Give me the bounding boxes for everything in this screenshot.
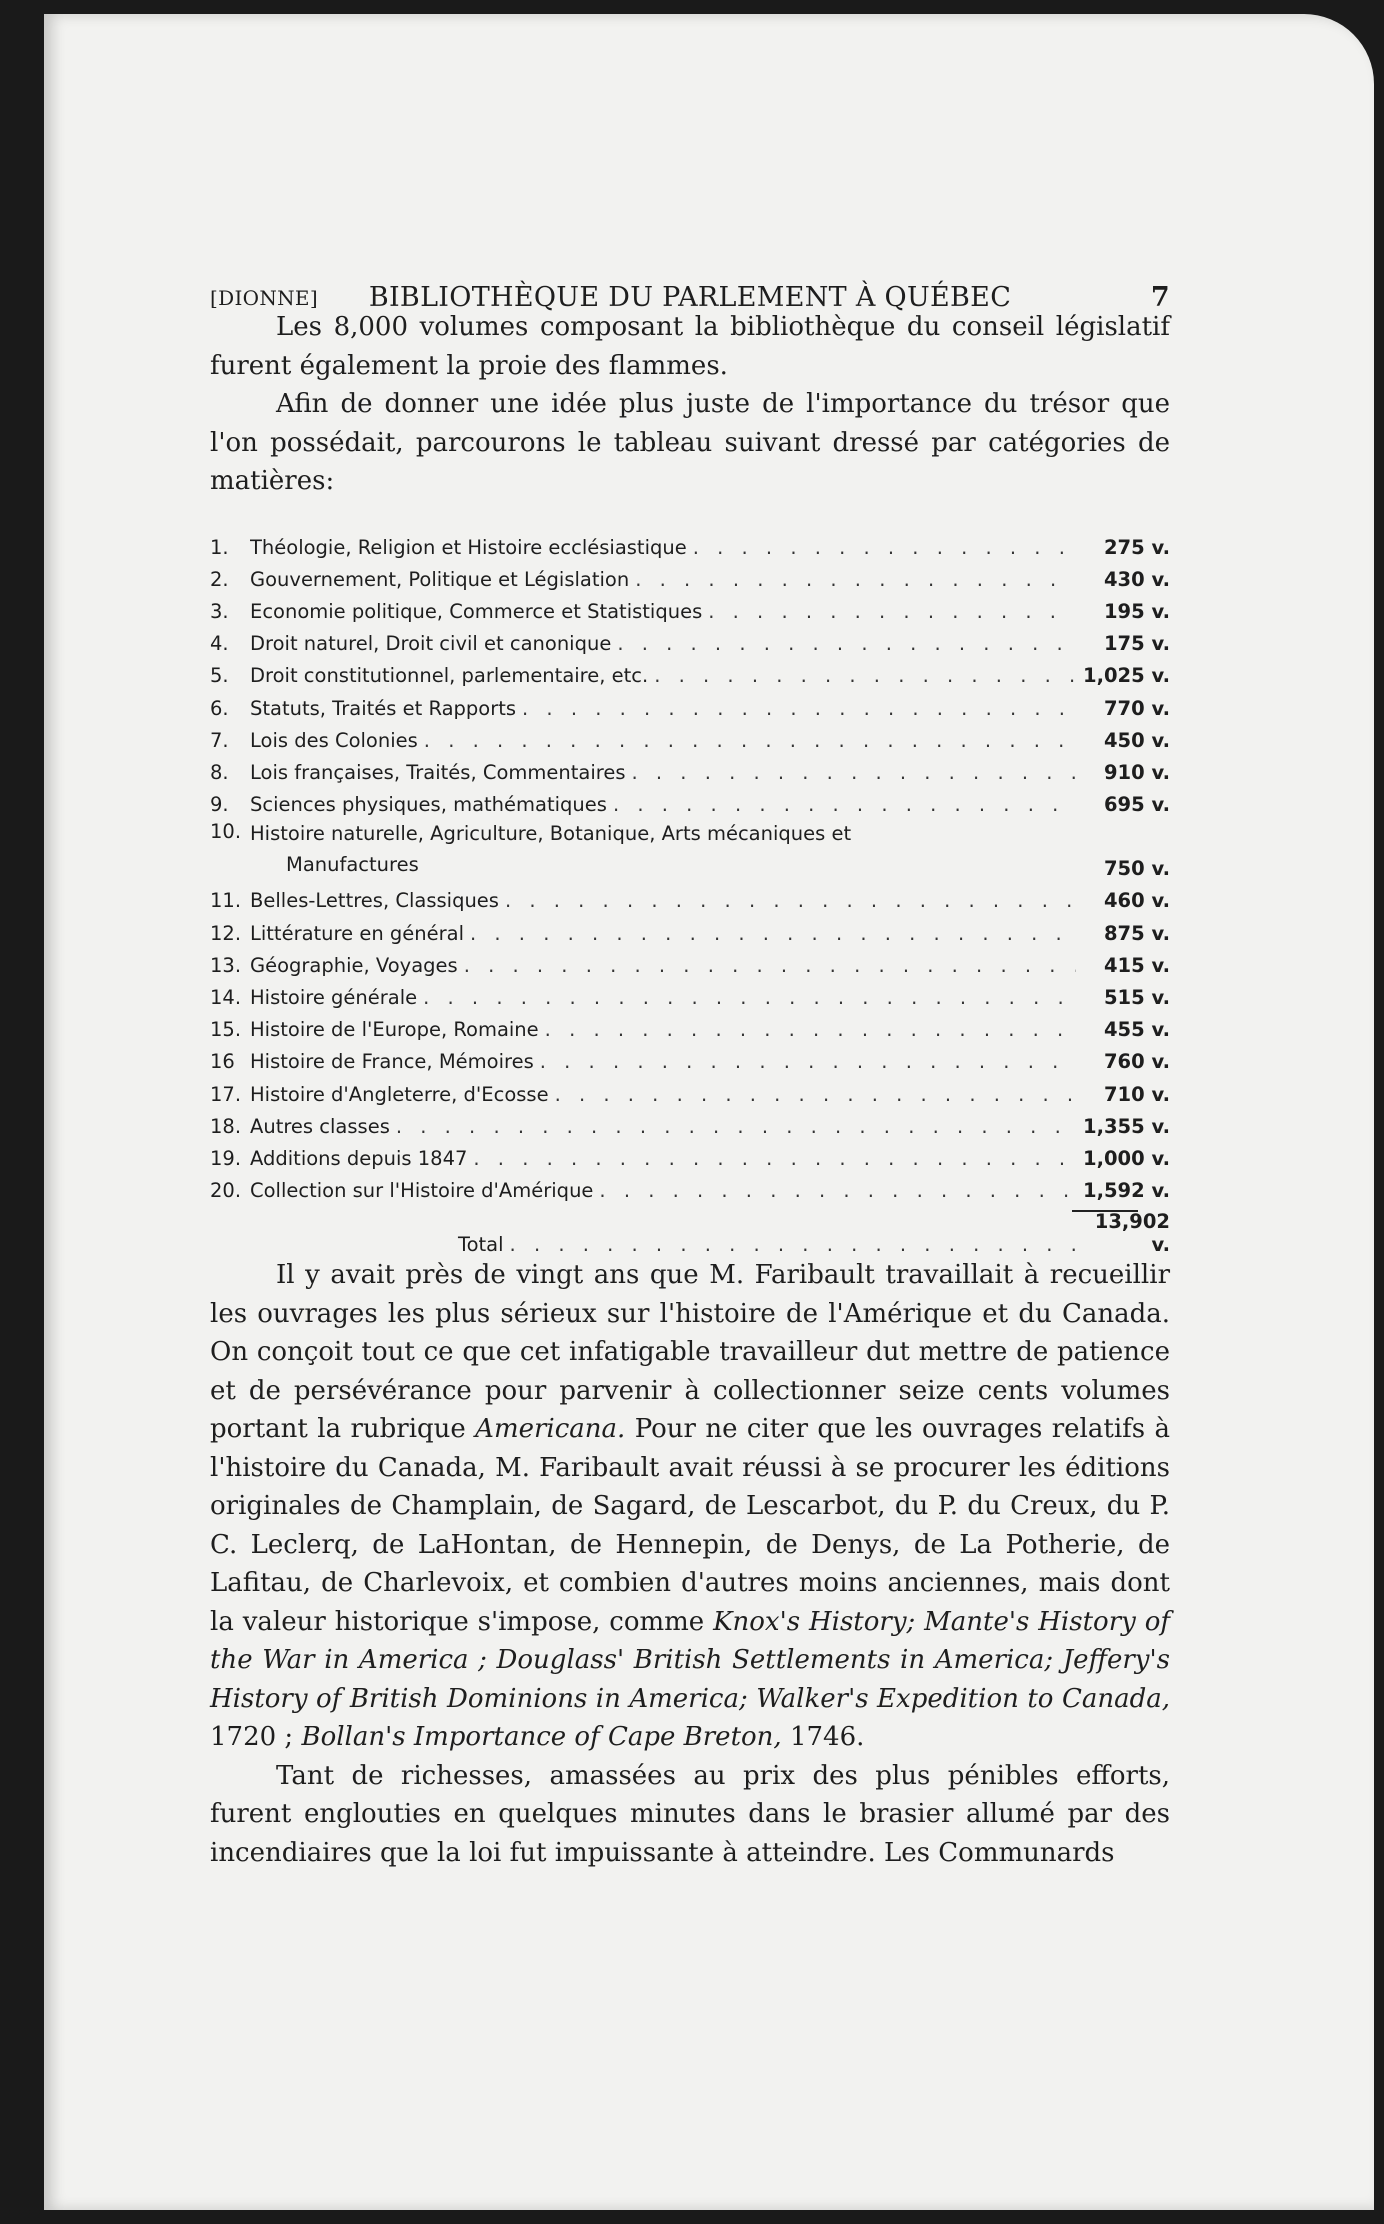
row-label: Gouvernement, Politique et Législation <box>250 567 630 591</box>
row-value: 515 v. <box>1103 985 1170 1009</box>
row-label: Droit constitutionnel, parlementaire, etc. <box>250 664 649 688</box>
book-titles-list: Knox's History; Mante's History of the War in America ; Douglass' British Settlements in America; Jeffery's History of British Dominions in America; Walker's Expedition to Canada, <box>210 1606 1170 1714</box>
row-value: 1,000 v. <box>1083 1146 1170 1170</box>
row-value: 460 v. <box>1103 889 1170 913</box>
row-label: Additions depuis 1847 <box>250 1146 468 1170</box>
row-number: 17. <box>210 1082 242 1106</box>
paragraph-3-text-c: 1720 ; <box>210 1722 302 1753</box>
row-number: 19. <box>210 1146 242 1170</box>
row-label: Lois des Colonies <box>250 728 418 752</box>
total-rule <box>210 1202 1170 1216</box>
row-value: 195 v. <box>1103 600 1170 624</box>
row-number: 2. <box>210 567 229 591</box>
total-row <box>210 1210 1170 1257</box>
americana-title: Americana. <box>475 1414 626 1445</box>
row-number: 15. <box>210 1018 242 1042</box>
row-number: 14. <box>210 985 242 1009</box>
paragraph-3 <box>210 1256 1170 1757</box>
running-head <box>210 268 1170 313</box>
row-value: 770 v. <box>1103 696 1170 720</box>
row-value: 275 v. <box>1103 535 1170 559</box>
paragraph-2: Afin de donner une idée plus juste de l'importance du trésor que l'on possédait, parcourons le tableau suivant dressé par catégories de matières: <box>210 389 1170 496</box>
row-label: Géographie, Voyages <box>250 953 458 977</box>
row-label: Sciences physiques, mathématiques <box>250 793 607 817</box>
row-label: Histoire de France, Mémoires <box>250 1050 534 1074</box>
paragraph-3-text-b: Pour ne citer que les ouvrages relatifs à l'histoire du Canada, M. Faribault avait réussi à se procurer les éditions originales de Champlain, de Sagard, de Lescarbot, du P. du Creux, du P. C. Leclerq, de LaHontan, de Hennepin, de Denys, de La Potherie, de Lafitau, de Charlevoix, et combien d'autres moins anciennes, mais dont la valeur historique s'impose, comme <box>210 1414 1170 1637</box>
row-label: Histoire de l'Europe, Romaine <box>250 1018 539 1042</box>
row-value: 455 v. <box>1103 1018 1170 1042</box>
row-number: 3. <box>210 600 229 624</box>
row-label-continued: Manufactures <box>286 853 419 877</box>
row-label: Histoire naturelle, Agriculture, Botanique, Arts mécaniques et <box>250 822 852 846</box>
row-number: 16 <box>210 1050 235 1074</box>
book-page <box>44 14 1374 2210</box>
page-content <box>210 268 1170 1872</box>
row-number: 1. <box>210 535 229 559</box>
header-title: BIBLIOTHÈQUE DU PARLEMENT À QUÉBEC <box>368 282 1012 313</box>
row-number: 13. <box>210 953 242 977</box>
bollan-title: Bollan's Importance of Cape Breton, <box>301 1722 782 1753</box>
row-number: 5. <box>210 664 229 688</box>
row-number: 11. <box>210 889 242 913</box>
row-number: 10. <box>210 820 242 844</box>
row-label: Histoire d'Angleterre, d'Ecosse <box>250 1082 549 1106</box>
row-value: 750 v. <box>1103 857 1170 881</box>
row-label: Droit naturel, Droit civil et canonique <box>250 632 612 656</box>
row-value: 175 v. <box>1103 632 1170 656</box>
row-label: Economie politique, Commerce et Statistiques <box>250 600 703 624</box>
row-value: 875 v. <box>1103 921 1170 945</box>
row-value: 1,025 v. <box>1083 664 1170 688</box>
row-value: 910 v. <box>1103 761 1170 784</box>
row-label: Autres classes <box>250 1114 390 1138</box>
row-label: Théologie, Religion et Histoire ecclésiastique <box>250 535 687 559</box>
row-label: Littérature en général <box>250 921 464 945</box>
header-author: [DIONNE] <box>210 286 318 310</box>
row-number: 4. <box>210 632 229 656</box>
row-label: Collection sur l'Histoire d'Amérique <box>250 1179 594 1203</box>
row-label: Statuts, Traités et Rapports <box>250 696 517 720</box>
row-value: 415 v. <box>1103 953 1170 977</box>
paragraph-3-text-d: 1746. <box>781 1722 865 1753</box>
row-value: 450 v. <box>1103 728 1170 752</box>
row-number: 8. <box>210 761 229 784</box>
row-value: 1,592 v. <box>1083 1179 1170 1203</box>
paragraph-1: Les 8,000 volumes composant la bibliothèque du conseil législatif furent également la proie des flammes. <box>210 312 1170 381</box>
paragraph-3-text-a: Il y avait près de vingt ans que M. Faribault travaillait à recueillir les ouvrages les plus sérieux sur l'histoire de l'Amérique et du Canada. On conçoit tout ce que cet infatigable travailleur dut mettre de patience et de persévérance pour parvenir à collectionner seize cents volumes portant la rubrique <box>210 1260 1170 1445</box>
row-value: 710 v. <box>1103 1082 1170 1106</box>
row-number: 7. <box>210 728 229 752</box>
row-number: 12. <box>210 921 242 945</box>
total-value: 13,902 v. <box>1094 1210 1170 1257</box>
row-number: 20. <box>210 1179 242 1203</box>
row-value: 430 v. <box>1103 567 1170 591</box>
total-label: Total <box>458 1233 504 1257</box>
row-value: 760 v. <box>1103 1050 1170 1074</box>
row-label: Belles-Lettres, Classiques <box>250 889 499 913</box>
categories-table <box>210 527 1170 1257</box>
row-value: 695 v. <box>1103 793 1170 817</box>
paragraph-4: Tant de richesses, amassées au prix des plus pénibles efforts, furent englouties en quelques minutes dans le brasier allumé par des incendiaires que la loi fut impuissante à atteindre. Les Communards <box>210 1760 1170 1868</box>
row-label: Histoire générale <box>250 985 418 1009</box>
row-number: 6. <box>210 696 229 720</box>
row-number: 9. <box>210 793 229 817</box>
row-value: 1,355 v. <box>1083 1114 1170 1138</box>
row-number: 18. <box>210 1114 242 1138</box>
page-number: 7 <box>1150 282 1170 313</box>
row-label: Lois françaises, Traités, Commentaires <box>250 761 626 784</box>
